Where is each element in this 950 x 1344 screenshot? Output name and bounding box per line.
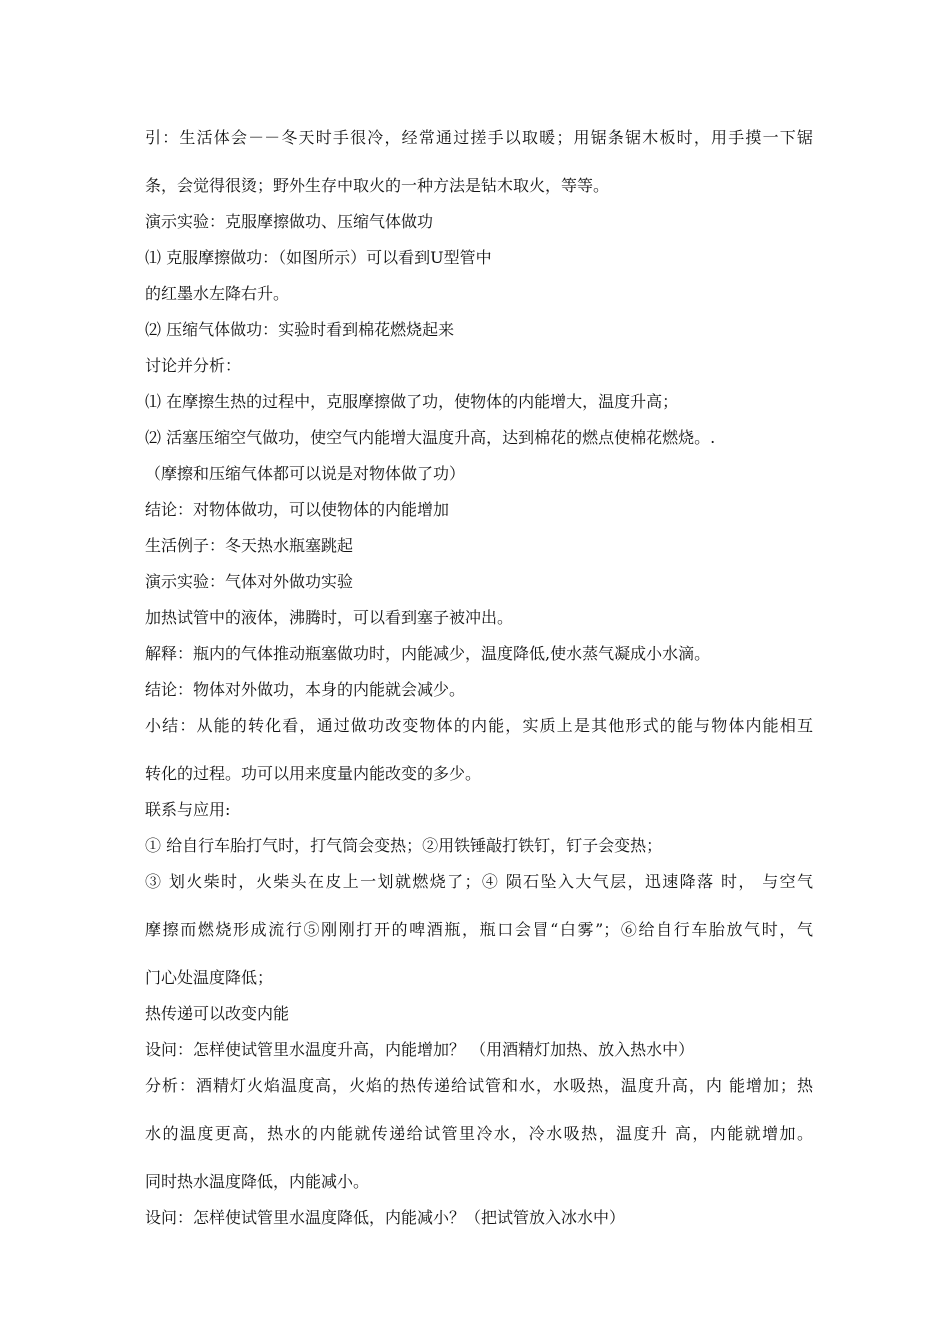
application-line-1: ① 给自行车胎打气时，打气筒会变热；②用铁锤敲打铁钉，钉子会变热； [145, 836, 663, 855]
discussion-point-2: ⑵ 活塞压缩空气做功，使空气内能增大温度升高，达到棉花的燃点使棉花燃烧。. [145, 428, 716, 447]
demo-heading-2: 演示实验：气体对外做功实验 [145, 572, 354, 591]
application-line-4: 门心处温度降低； [145, 968, 274, 987]
question-1: 设问：怎样使试管里水温度升高，内能增加？ （用酒精灯加热、放入热水中） [145, 1040, 695, 1059]
analysis-line-1: 分析：酒精灯火焰温度高，火焰的热传递给试管和水，水吸热，温度升高，内 能增加；热 [145, 1076, 813, 1095]
application-line-3: 摩擦而燃烧形成流行⑤刚刚打开的啤酒瓶，瓶口会冒“白雾”；⑥给自行车胎放气时，气 [145, 920, 813, 939]
demo-observation: 加热试管中的液体，沸腾时，可以看到塞子被冲出。 [145, 608, 514, 627]
question-2: 设问：怎样使试管里水温度降低，内能减小？（把试管放入冰水中） [145, 1208, 626, 1227]
friction-work-line-2: 的红墨水左降右升。 [145, 284, 290, 303]
demo-heading: 演示实验：克服摩擦做功、压缩气体做功 [145, 212, 434, 231]
discussion-note: （摩擦和压缩气体都可以说是对物体做了功） [145, 464, 466, 483]
application-heading: 联系与应用: [145, 800, 231, 819]
summary-line-2: 转化的过程。功可以用来度量内能改变的多少。 [145, 764, 482, 783]
life-example: 生活例子：冬天热水瓶塞跳起 [145, 536, 354, 555]
analysis-line-3: 同时热水温度降低，内能减小。 [145, 1172, 370, 1191]
compress-gas-line: ⑵ 压缩气体做功：实验时看到棉花燃烧起来 [145, 320, 455, 339]
explanation: 解释：瓶内的气体推动瓶塞做功时，内能减少，温度降低,使水蒸气凝成小水滴。 [145, 644, 711, 663]
friction-work-line-1: ⑴ 克服摩擦做功：（如图所示）可以看到U型管中 [145, 248, 492, 267]
discussion-heading: 讨论并分析： [145, 356, 242, 375]
intro-line-2: 条，会觉得很烫；野外生存中取火的一种方法是钻木取火，等等。 [145, 176, 610, 195]
conclusion-1: 结论：对物体做功，可以使物体的内能增加 [145, 500, 450, 519]
summary-line-1: 小结：从能的转化看，通过做功改变物体的内能，实质上是其他形式的能与物体内能相互 [145, 716, 813, 735]
intro-line-1: 引：生活体会－－冬天时手很冷，经常通过搓手以取暖；用锯条锯木板时，用手摸一下锯 [145, 128, 813, 147]
conclusion-2: 结论：物体对外做功，本身的内能就会减少。 [145, 680, 466, 699]
application-line-2: ③ 划火柴时，火柴头在皮上一划就燃烧了；④ 陨石坠入大气层，迅速降落 时， 与空气 [145, 872, 813, 891]
analysis-line-2: 水的温度更高，热水的内能就传递给试管里冷水，冷水吸热，温度升 高，内能就增加。 [145, 1124, 813, 1143]
discussion-point-1: ⑴ 在摩擦生热的过程中，克服摩擦做了功，使物体的内能增大，温度升高； [145, 392, 679, 411]
heat-transfer-heading: 热传递可以改变内能 [145, 1004, 290, 1023]
document-page [145, 126, 813, 1230]
